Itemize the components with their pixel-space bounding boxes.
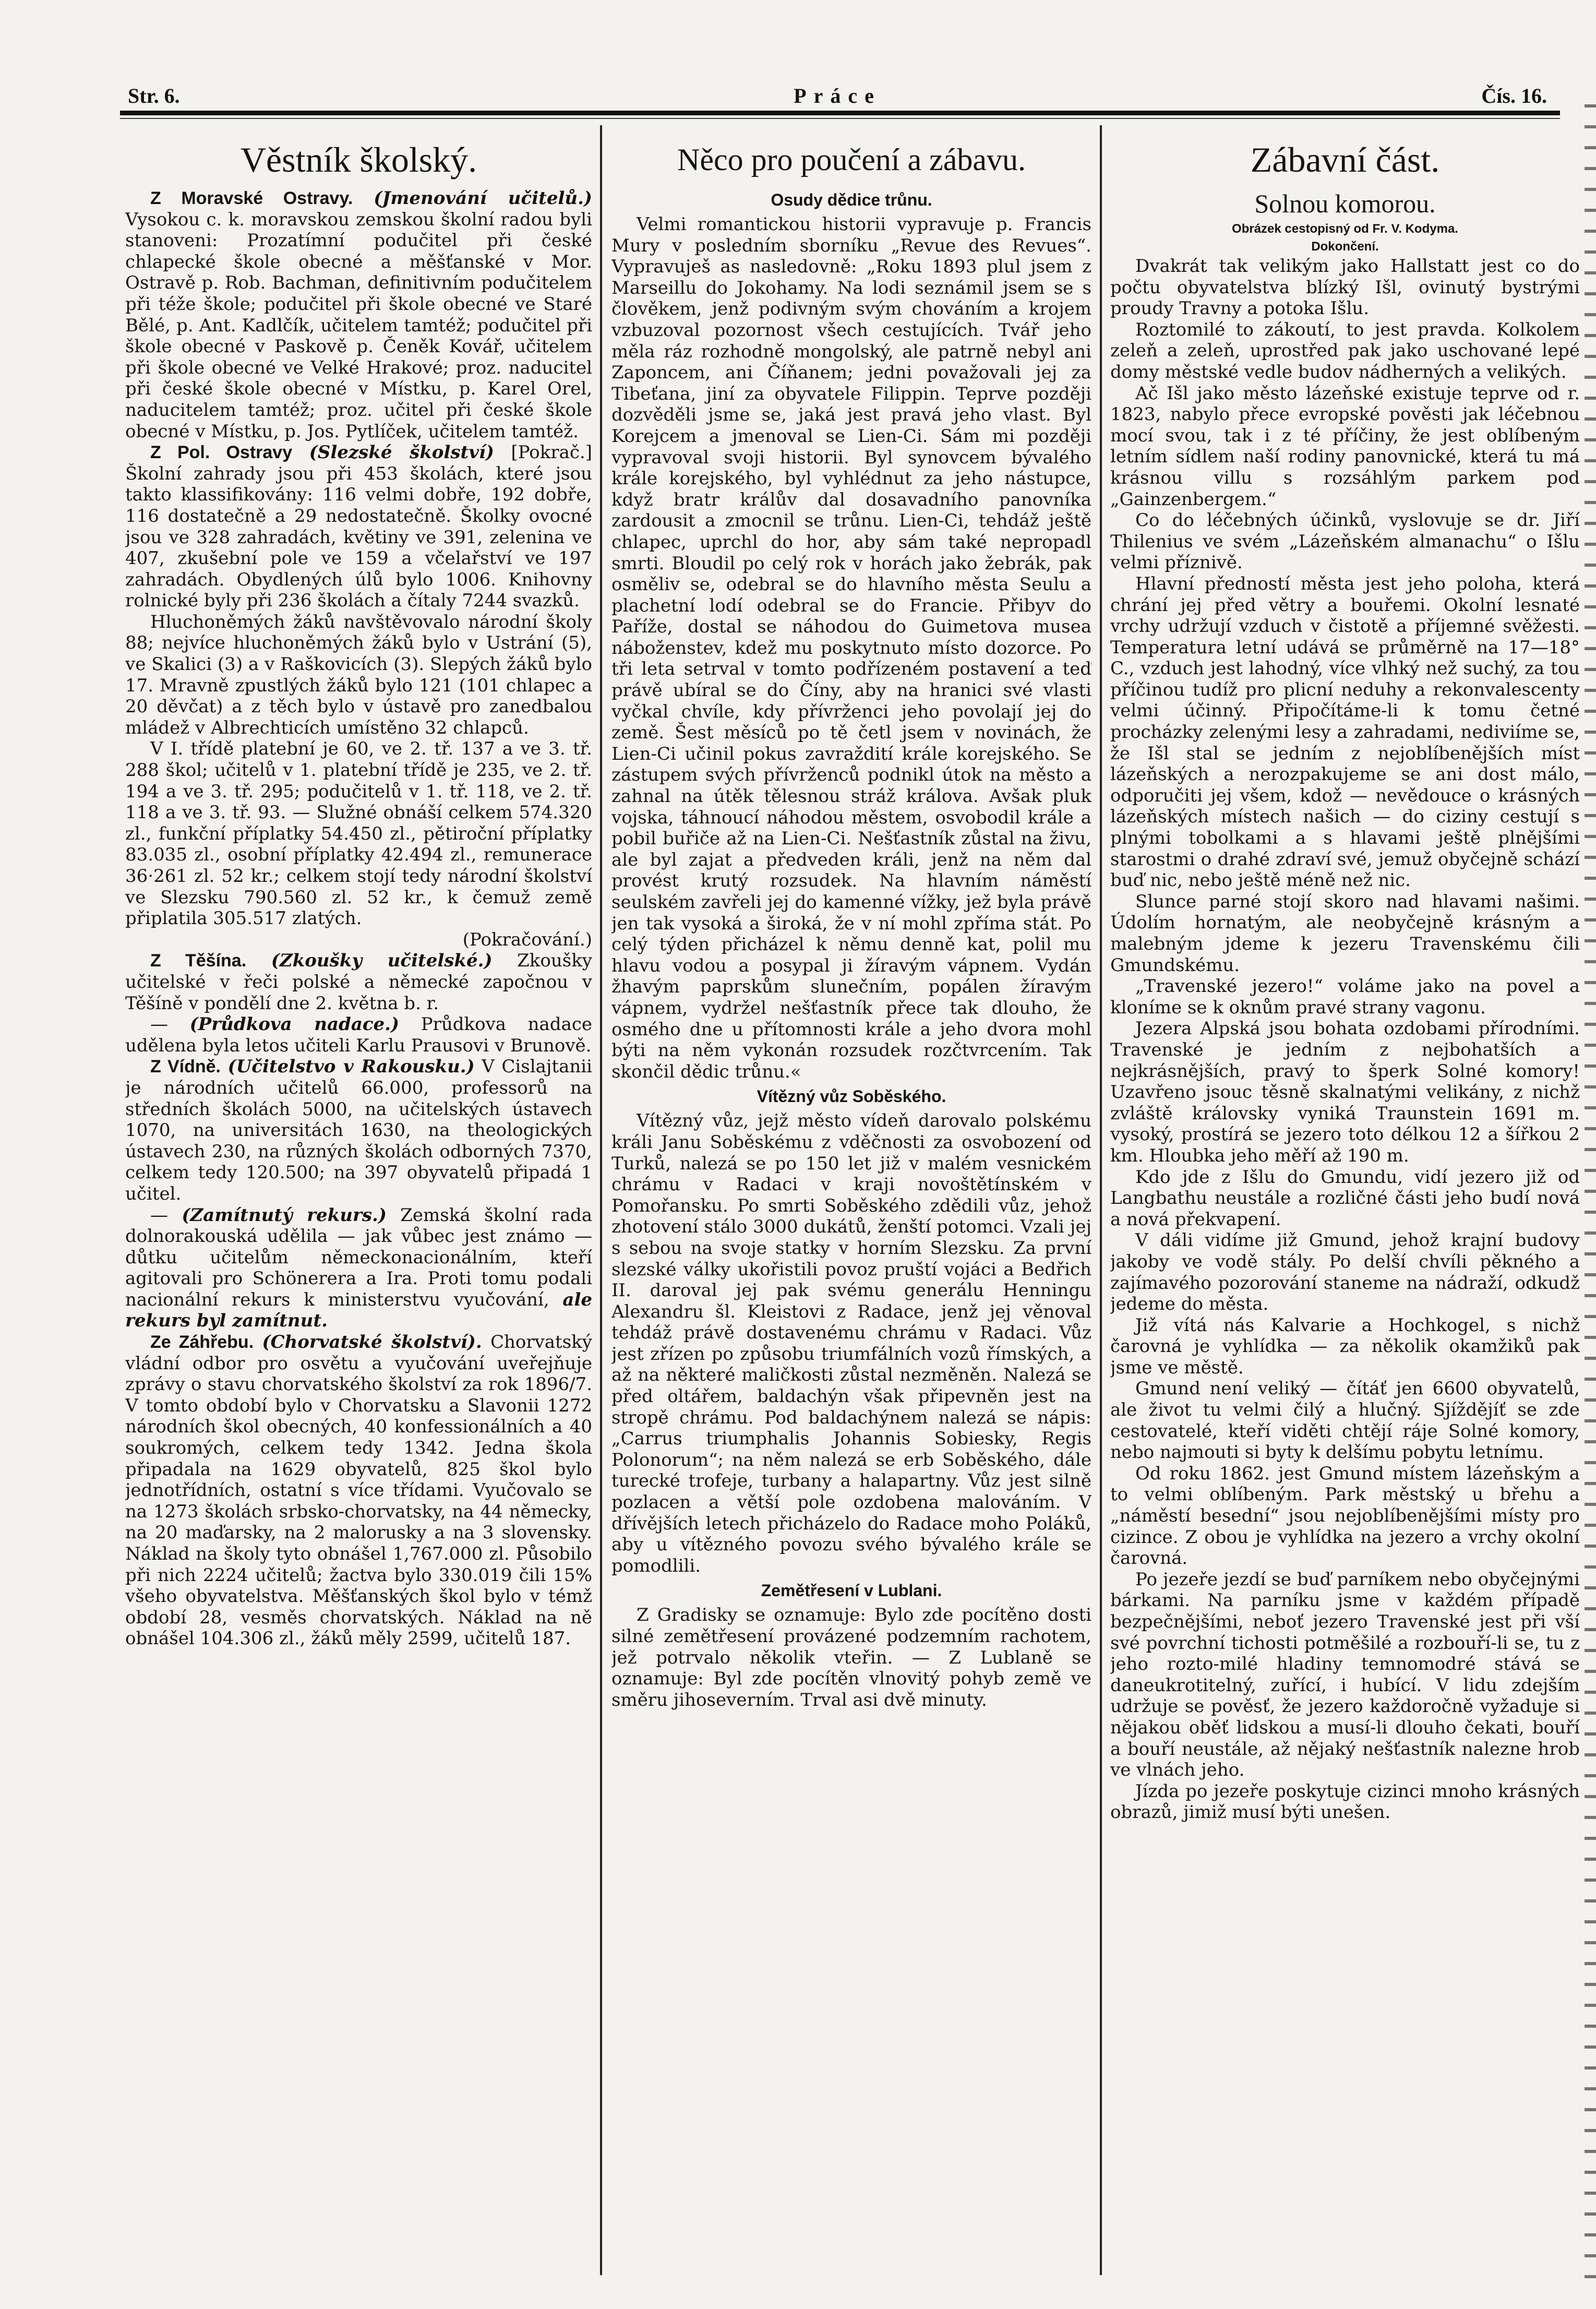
- article-viden: Z Vídně. (Učitelstvo v Rakousku.) V Cislajtanii je národních učitelů 66.000, professorů na středních školách 5000, na učitelských ústavech 1070, na universitách 1630, na theologických ústavech 230, na různých školách odborných 7370, celkem tedy 120.500; na 397 obyvatelů připadá 1 učitel.: [125, 1056, 592, 1204]
- story-paragraph: Jezera Alpská jsou bohata ozdobami přírodními. Travenské je jedním z nejbohatších a nejkrásnějších, pravý to šperk Solné komory! Uzavřeno jsouc těsně skalnatými velikány, z nichž zvláště královsky vyniká Traunstein 1691 m. vysoký, prostírá se jezero toto délkou 12 a šířkou 2 km. Hloubka jeho měří až 190 m.: [1110, 1018, 1580, 1166]
- article-ostrava-jmenovani: Z Moravské Ostravy. (Jmenování učitelů.) Vysokou c. k. moravskou zemskou školní radou byli stanoveni: Prozatímní podučitel při české chlapecké škole obecné a měšťanské v Mor. Ostravě p. Rob. Bachman, definitivním podučitelem při téže škole; podučitel při škole obecné ve Staré Bělé, p. Ant. Kadlčík, učitelem tamtéž; podučitel při škole obecné v Paskově p. Čeněk Kovář, učitelem při škole obecné ve Velké Hrakové; proz. naducitel při české škole obecné v Místku, p. Karel Orel, naducitelem tamtéž; proz. učitel při české škole obecné v Místku, p. Jos. Pytlíček, učitelem tamtéž.: [125, 188, 592, 442]
- article-vitezny-vuz: Vítězný vůz, jejž město vídeň darovalo polskému králi Janu Soběskému z vděčnosti za osvobození od Turků, nalezá se po 150 let již v malém vesnickém chrámu v Radaci v kraji novoštětínském v Pomořansku. Po smrti Soběského zdědili vůz, jehož zhotovení stálo 3000 dukátů, ženští potomci. Vzali jej s sebou na svoje statky v horním Slezsku. Za první slezské války ukořistili povoz pruští vojáci a Bedřich II. daroval jej pak svému generálu Henningu Alexandru šl. Kleistovi z Radace, jenž jej věnoval tehdáž právě dostavenému chrámu v Radaci. Vůz jest zřízen po způsobu triumfálních vozů římských, a až na některé maličkosti zůstal nezměněn. Nalezá se před oltářem, baldachýn však připevněn jest na stropě chrámu. Pod baldachýnem nalezá se nápis: „Carrus triumphalis Johannis Sobiesky, Regis Polonorum“; na něm nalezá se erb Soběského, dále turecké trofeje, turbany a halapartny. Vůz jest silně pozlacen a větší pole ozdobena malováním. V dřívějších letech přicházelo do Radace moho Poláků, aby u vítězného povozu svého bývalého krále se pomodlili.: [611, 1110, 1091, 1576]
- column-neco-pro-pouceni: [611, 136, 1091, 2286]
- article-zahreb: Ze Záhřebu. (Chorvatské školství). Chorvatský vládní odbor pro osvětu a vyučování uveřejňuje zprávy o stavu chorvatského školství za rok 1896/7. V tomto období bylo v Chorvatsku a Slavonii 1272 národních škol obecných, 40 konfessionálních a 40 soukromých, celkem tedy 1342. Jedna škola připadala na 1629 obyvatelů, 825 škol bylo jednotřídních, ostatní s více třídami. Vyučovalo se na 1273 školách srbsko-chorvatsky, na 44 německy, na 20 maďarsky, na 2 malorusky a na 3 slovensky. Náklad na školy tyto obnášel 1,767.000 zl. Působilo při nich 2224 učitelů; žactva bylo 330.019 čili 15% všeho obyvatelstva. Měšťanských škol bylo v témž období 28, vesměs chorvatských. Náklad na ně obnášel 104.306 zl., žáků měly 2599, učitelů 187.: [125, 1332, 592, 1649]
- column-divider-2: [1100, 125, 1102, 2275]
- story-continuation: Dokončení.: [1311, 240, 1379, 254]
- story-paragraph: Již vítá nás Kalvarie a Hochkogel, s nichž čarovná je vyhlídka — za několik okamžiků pak jsme ve městě.: [1110, 1314, 1580, 1378]
- story-paragraph: Hlavní předností města jest jeho poloha, která chrání jej před větry a bouřemi. Okolní lesnaté vrchy udržují vzduch v čistotě a příjemné svěžesti. Temperatura letní udává se průměrně na 17—18° C., vzduch jest lahodný, více vlhký než suchý, za tou příčinou tudíž pro plicní neduhy a rekonvalescenty velmi účinný. Připočítáme-li k tomu četné procházky zelenými lesy a zahradami, nediviíme se, že Išl stal se jedním z nejoblíbenějších míst lázeňských a nerozpakujeme se ani dost málo, odporučiti jej všem, kdož — nevědouce o krásných lázeňských místech našich — do ciziny cestují s plnými tobolkami a s hlavami ještě plnějšími starostmi o drahé zdraví své, jemuž obyčejně schází buď nic, nebo ještě méně než nic.: [1110, 573, 1580, 891]
- story-paragraph: Ač Išl jako město lázeňské existuje teprve od r. 1823, nabylo přece evropské pověsti jak léčebnou mocí svou, tak i z té příčiny, že jest oblíbeným letním sídlem naší rodiny panovnické, která tu má krásnou villu s rozsáhlým parkem pod „Gainzenbergem.“: [1110, 382, 1580, 510]
- heading-osudy-dedice: Osudy dědice trůnu.: [771, 190, 932, 209]
- story-paragraph: V dáli vidíme již Gmund, jehož krajní budovy jakoby ve vodě stály. Po delší chvíli pěkného a zajímavého pozorování staneme na nádraží, odkudž jedeme do města.: [1110, 1230, 1580, 1315]
- story-paragraph: Kdo jde z Išlu do Gmundu, vidí jezero již od Langbathu neustále a rozličné části jeho budí nová a nová překvapení.: [1110, 1166, 1580, 1230]
- article-hluchonemi: Hluchoněmých žáků navštěvovalo národní školy 88; nejvíce hluchoněmých žáků bylo v Ustrání (5), ve Skalici (3) a v Raškovicích (3). Slepých žáků bylo 17. Mravně zpustlých žáků bylo 121 (101 chlapec a 20 děvčat) a z těch bylo v ústavě pro zanedbalou mládež v Albrechticích umístěno 32 chlapců.: [125, 611, 592, 738]
- story-paragraph: Roztomilé to zákoutí, to jest pravda. Kolkolem zeleň a zeleň, uprostřed pak jako uschované lepé domy městské vedle budov nádherných a velikých.: [1110, 319, 1580, 382]
- column-vestnik-skolsky: [125, 136, 592, 2286]
- article-zamitnuty-rekurs: — (Zamítnutý rekurs.) Zemská školní rada dolnorakouská udělila — jak vůbec jest známo — důtku učitelům německonacionálním, kteří agitovali pro Schönerera a Ira. Proti tomu podali nacionální rekurs k ministerstvu vyučování, ale rekurs byl zamítnut.: [125, 1204, 592, 1332]
- issue-number: Čís. 16.: [1481, 84, 1547, 107]
- column-divider-1: [600, 125, 602, 2275]
- heading-vitezny-vuz: Vítězný vůz Soběského.: [757, 1087, 946, 1106]
- story-paragraph: Slunce parné stojí skoro nad hlavami našimi. Údolím hornatým, ale neobyčejně krásným a malebným jdeme k jezeru Travenskému čili Gmundskému.: [1110, 891, 1580, 976]
- newspaper-title: Práce: [794, 84, 881, 107]
- article-zemetreseni: Z Gradisky se oznamuje: Bylo zde pocítěno dosti silné zemětřesení provázené podzemním rachotem, jež potrvalo několik vteřin. — Z Lublaně se oznamuje: Byl zde pocítěn vlnovitý pohyb země ve směru jihoseverním. Trval asi dvě minuty.: [611, 1605, 1091, 1710]
- article-pol-ostrava: Z Pol. Ostravy (Slezské školství) [Pokrač.] Školní zahrady jsou při 453 školách, které jsou takto klassifikovány: 116 velmi dobře, 192 dobře, 116 dostatečně a 29 nedostatečně. Školky ovocné jsou ve 328 zahradách, květiny ve 391, zelenina ve 407, zkušební pole ve 159 a včelařství ve 197 zahradách. Obydlených úlů bylo 1006. Knihovny rolnické byly při 236 školách a čítaly 7244 svazků.: [125, 442, 592, 612]
- section-title-pouceni: Něco pro poučení a zábavu.: [677, 142, 1026, 177]
- page-number: Str. 6.: [128, 84, 180, 107]
- story-paragraph: Od roku 1862. jest Gmund místem lázeňským a to velmi oblíbeným. Park městský u břehu a „náměstí besední“ jsou nejoblíbenějšími místy pro cizince. Z obou je vyhlídka na jezero a vrchy okolní čarovná.: [1110, 1463, 1580, 1569]
- article-prudkova-nadace: — (Průdkova nadace.) Průdkova nadace udělena byla letos učiteli Karlu Prausovi v Brunově.: [125, 1014, 592, 1056]
- story-paragraph: „Travenské jezero!“ voláme jako na povel a kloníme se k oknům pravé strany vagonu.: [1110, 976, 1580, 1018]
- story-byline: Obrázek cestopisný od Fr. V. Kodyma.: [1232, 222, 1458, 236]
- article-platebni-tridy: V I. třídě platební je 60, ve 2. tř. 137 a ve 3. tř. 288 škol; učitelů v 1. platební třídě je 235, ve 2. tř. 194 a ve 3. tř. 295; podučitelů v 1. tř. 118, ve 2. tř. 118 a ve 3. tř. 93. — Služné obnáší celkem 574.320 zl., funkční příplatky 54.450 zl., pětiroční příplatky 83.035 zl., osobní příplatky 42.494 zl., remunerace 36·261 zl. 52 kr.; celkem stojí tedy národní školství ve Slezsku 790.560 zl. 52 kr., k čemuž země připlatila 305.517 zlatých. (Pokračování.): [125, 738, 592, 950]
- story-paragraph: Gmund není veliký — čítáť jen 6600 obyvatelů, ale život tu velmi čilý a hlučný. Sjíždějíť se zde cestovatelé, kteří viděti chtějí ráje Solné komory, nebo najmouti si byty k delšímu pobytu letnímu.: [1110, 1378, 1580, 1463]
- section-title-zabavni: Zábavní část.: [1250, 140, 1440, 180]
- heading-zemetreseni: Zemětřesení v Lublani.: [761, 1581, 942, 1600]
- column-zabavni-cast: [1110, 136, 1580, 2286]
- article-tesin: Z Těšína. (Zkoušky učitelské.) Zkoušky učitelské v řeči polské a německé započnou v Těšíně v pondělí dne 2. května b. r.: [125, 950, 592, 1014]
- story-paragraph: Po jezeře jezdí se buď parníkem nebo obyčejnými bárkami. Na parníku jsme v každém případě bezpečnějšími, neboť jezero Travenské jest při vší své povrchní tichosti potměšilé a rozbouří-li se, tu z jeho rozto-milé hladiny temnomodré stává se daneukrotitelný, zuřící, i hubící. V lidu zdejším udržuje se pověsť, že jezero každoročně vyžaduje si nějakou oběť lidskou a musí-li dlouho čekati, bouří a bouří neustále, až nějaký nešťastník nalezne hrob ve vlnách jeho.: [1110, 1569, 1580, 1781]
- section-title-vestnik: Věstník školský.: [240, 140, 477, 180]
- story-paragraph: Dvakrát tak velikým jako Hallstatt jest co do počtu obyvatelstva blízký Išl, ovinutý bystrými proudy Travny a potoka Išlu.: [1110, 256, 1580, 319]
- page-header: [128, 78, 1547, 115]
- scan-edge-strip: [1585, 104, 1596, 2296]
- story-paragraph: Jízda po jezeře poskytuje cizinci mnoho krásných obrazů, jimiž musí býti unešen.: [1110, 1780, 1580, 1823]
- header-rule: [120, 111, 1560, 115]
- story-paragraph: Co do léčebných účinků, vyslovuje se dr. Jiří Thilenius ve svém „Lázeňském almanachu“ o Išlu velmi příznivě.: [1110, 510, 1580, 573]
- article-osudy-dedice: Velmi romantickou historii vypravuje p. Francis Mury v posledním sborníku „Revue des Revues“. Vypravuješ as nasledovně: „Roku 1893 plul jsem z Marseillu do Jokohamy. Na lodi seznámil jsem se s člověkem, jenž podivným svým chováním a krojem vzbuzoval pozornost všech cestujících. Tvář jeho měla ráz rozhodně mongolský, ale patrně nebyl ani Zaponcem, ani Číňanem; jedni považovali jej za Tibeťana, jiní za obyvatele Filippin. Teprve později dozvěděli jsme se, jaká jest pravá jeho vlast. Byl Korejcem a jmenoval se Lien-Ci. Sám mi později vypravoval svoji historii. Byl synovcem bývalého krále korejského, byl vyhlédnut za jeho nástupce, když bratr králův dal dosavadního panovníka zardousit a zmocnil se trůnu. Lien-Ci, tehdáž ještě chlapec, uprchl do hor, aby sám také nepropadl smrti. Bloudil po celý rok v horách jako žebrák, pak osměliv se, odebral se do hlavního města Seulu a plachetní lodí odebral se do Francie. Přibyv do Paříže, dostal se náhodou do Guimetova musea náboženstev, kdež mu poskytnuto místo dozorce. Po tři leta setrval v tomto podřízeném postavení a teď právě ubíral se do Číny, aby na hranici své vlasti vyčkal chvíle, kdy přívrženci jeho povolají jej do země. Šest měsíců po tě četl jsem v novinách, že Lien-Ci učinil pokus zavraždití krále korejského. Se zástupem svých přívrženců podnikl útok na město a zahnal na útěk tělesnou stráž králova. Avšak pluk vojska, táhnoucí náhodou městem, osvobodil krále a pobil buřiče až na Lien-Ci. Nešťastník zůstal na živu, ale byl zajat a předveden králi, jenž na něm dal provést krutý rozsudek. Na hlavním náměstí seulském zavřeli jej do kamenné vížky, jež byla právě jen tak vysoká a široká, že v ní mohl zpříma stát. Po celý týden přicházel k němu denně kat, polil mu hlavu vodou a posypal ji žíravým vápnem. Vydán žhavým paprskům slunečním, popálen žíravým vápnem, vydržel nešťastník přece tak dlouho, že osmého dne u přítomnosti krále a jeho dvora mohl býti na něm vykonán rozsudek rozčtvrcením. Tak skončil dědic trůnu.«: [611, 214, 1091, 1082]
- header-rule-thin: [120, 118, 1560, 119]
- story-title-solnou-komorou: Solnou komorou.: [1254, 189, 1436, 218]
